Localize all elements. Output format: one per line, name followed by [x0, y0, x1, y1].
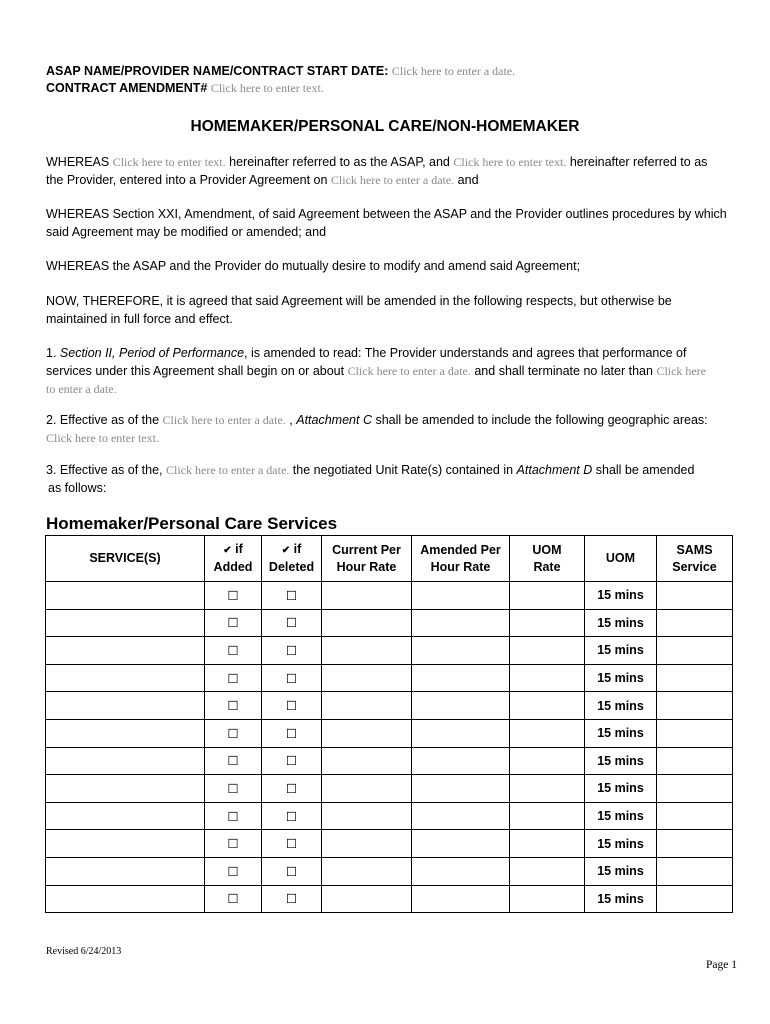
- text: services under this Agreement shall begin on or about: [46, 364, 345, 378]
- uom-cell: 15 mins: [585, 802, 657, 830]
- header-added: [205, 536, 262, 582]
- uom-cell: 15 mins: [585, 775, 657, 803]
- service-cell[interactable]: [46, 775, 205, 803]
- sams-service-cell[interactable]: [657, 719, 733, 747]
- deleted-checkbox[interactable]: ☐: [262, 609, 322, 637]
- service-cell[interactable]: [46, 609, 205, 637]
- table-row: [46, 857, 733, 885]
- uom-rate-cell[interactable]: [510, 830, 585, 858]
- sams-service-cell[interactable]: [657, 802, 733, 830]
- header-deleted: [262, 536, 322, 582]
- whereas-parties: [46, 153, 734, 189]
- table-row: [46, 747, 733, 775]
- uom-rate-cell[interactable]: [510, 664, 585, 692]
- uom-rate-cell[interactable]: [510, 637, 585, 665]
- services-table: [45, 535, 733, 913]
- current-rate-cell[interactable]: [322, 747, 412, 775]
- uom-rate-cell[interactable]: [510, 582, 585, 610]
- uom-rate-cell[interactable]: [510, 802, 585, 830]
- text: Attachment C: [296, 413, 372, 427]
- item-1: [46, 344, 734, 398]
- deleted-checkbox[interactable]: ☐: [262, 747, 322, 775]
- page-number: Page 1: [706, 959, 737, 971]
- now-therefore: NOW, THEREFORE, it is agreed that said Agreement will be amended in the following respects, but otherwise be maintained in full force and effect.: [46, 294, 672, 326]
- uom-cell: 15 mins: [585, 885, 657, 913]
- service-cell[interactable]: [46, 885, 205, 913]
- text: shall be amended: [595, 463, 695, 477]
- service-cell[interactable]: [46, 637, 205, 665]
- section-heading: Homemaker/Personal Care Services: [46, 514, 338, 533]
- table-row: [46, 830, 733, 858]
- uom-rate-cell[interactable]: [510, 885, 585, 913]
- text: if: [293, 542, 302, 556]
- amended-rate-cell[interactable]: [412, 857, 510, 885]
- sams-service-cell[interactable]: [657, 637, 733, 665]
- amended-rate-cell[interactable]: [412, 664, 510, 692]
- text: as follows:: [48, 481, 107, 495]
- item-3: [46, 461, 734, 497]
- amended-rate-cell[interactable]: [412, 775, 510, 803]
- text: Hour Rate: [430, 559, 491, 574]
- service-cell[interactable]: [46, 664, 205, 692]
- uom-cell: 15 mins: [585, 692, 657, 720]
- amended-rate-cell[interactable]: [412, 692, 510, 720]
- amended-rate-cell[interactable]: [412, 830, 510, 858]
- service-cell[interactable]: [46, 747, 205, 775]
- asap-line: [46, 62, 515, 80]
- text: 2. Effective as of the: [46, 413, 160, 427]
- geographic-areas-field[interactable]: Click here to enter text.: [46, 431, 159, 445]
- current-rate-cell[interactable]: [322, 637, 412, 665]
- uom-rate-cell[interactable]: [510, 747, 585, 775]
- header-current-rate: [322, 536, 412, 582]
- sams-service-cell[interactable]: [657, 609, 733, 637]
- text: shall be amended to include the following geographic areas:: [375, 413, 708, 427]
- added-checkbox[interactable]: ☐: [205, 692, 262, 720]
- deleted-checkbox[interactable]: ☐: [262, 637, 322, 665]
- added-checkbox[interactable]: ☐: [205, 664, 262, 692]
- text: WHEREAS: [46, 155, 110, 169]
- service-cell[interactable]: [46, 830, 205, 858]
- current-rate-cell[interactable]: [322, 719, 412, 747]
- text: Current Per: [332, 542, 401, 557]
- deleted-checkbox[interactable]: ☐: [262, 775, 322, 803]
- header-amended-rate: [412, 536, 510, 582]
- whereas-mutual: WHEREAS the ASAP and the Provider do mutually desire to modify and amend said Agreement;: [46, 259, 581, 273]
- header-service: SERVICE(S): [46, 536, 205, 582]
- text: Amended Per: [420, 542, 501, 557]
- text: hereinafter referred to as the ASAP, and: [229, 155, 450, 169]
- sams-service-cell[interactable]: [657, 582, 733, 610]
- deleted-checkbox[interactable]: ☐: [262, 692, 322, 720]
- page-title: HOMEMAKER/PERSONAL CARE/NON-HOMEMAKER: [190, 118, 580, 135]
- text: Deleted: [268, 560, 315, 574]
- added-checkbox[interactable]: ☐: [205, 719, 262, 747]
- sams-service-cell[interactable]: [657, 775, 733, 803]
- service-cell[interactable]: [46, 692, 205, 720]
- text: UOM: [532, 542, 562, 557]
- deleted-checkbox[interactable]: ☐: [262, 582, 322, 610]
- header-uom: UOM: [585, 536, 657, 582]
- amendment-label: CONTRACT AMENDMENT#: [46, 81, 208, 95]
- header-sams: [657, 536, 733, 582]
- text: ,: [289, 413, 293, 427]
- service-cell[interactable]: [46, 582, 205, 610]
- uom-cell: 15 mins: [585, 857, 657, 885]
- amended-rate-cell[interactable]: [412, 747, 510, 775]
- added-checkbox[interactable]: ☐: [205, 582, 262, 610]
- added-checkbox[interactable]: ☐: [205, 775, 262, 803]
- checkmark-icon: ✔: [223, 545, 232, 556]
- sams-service-cell[interactable]: [657, 830, 733, 858]
- whereas-section-xxi: WHEREAS Section XXI, Amendment, of said Agreement between the ASAP and the Provider outlines procedures by which said Agreement may be modified or amended; and: [46, 207, 727, 239]
- sams-service-cell[interactable]: [657, 664, 733, 692]
- table-row: [46, 582, 733, 610]
- added-checkbox[interactable]: ☐: [205, 857, 262, 885]
- text: Hour Rate: [336, 559, 397, 574]
- start-date-field[interactable]: Click here to enter a date.: [347, 364, 471, 378]
- amended-rate-cell[interactable]: [412, 719, 510, 747]
- added-checkbox[interactable]: ☐: [205, 747, 262, 775]
- text: hereinafter referred to as: [569, 155, 708, 169]
- sams-service-cell[interactable]: [657, 692, 733, 720]
- service-cell[interactable]: [46, 719, 205, 747]
- uom-rate-cell[interactable]: [510, 692, 585, 720]
- current-rate-cell[interactable]: [322, 582, 412, 610]
- sams-service-cell[interactable]: [657, 747, 733, 775]
- uom-cell: 15 mins: [585, 609, 657, 637]
- uom-rate-cell[interactable]: [510, 857, 585, 885]
- revised-date: Revised 6/24/2013: [46, 946, 122, 957]
- current-rate-cell[interactable]: [322, 692, 412, 720]
- asap-label: ASAP NAME/PROVIDER NAME/CONTRACT START DATE:: [46, 64, 389, 78]
- sams-service-cell[interactable]: [657, 857, 733, 885]
- text: if: [235, 542, 243, 556]
- deleted-checkbox[interactable]: ☐: [262, 664, 322, 692]
- amended-rate-cell[interactable]: [412, 582, 510, 610]
- table-row: [46, 885, 733, 913]
- uom-cell: 15 mins: [585, 830, 657, 858]
- end-date-field-b[interactable]: to enter a date.: [46, 382, 117, 396]
- uom-cell: 15 mins: [585, 637, 657, 665]
- uom-rate-cell[interactable]: [510, 609, 585, 637]
- text: Section II, Period of Performance: [59, 346, 245, 360]
- effective-date-field-2[interactable]: Click here to enter a date.: [162, 413, 286, 427]
- current-rate-cell[interactable]: [322, 885, 412, 913]
- deleted-checkbox[interactable]: ☐: [262, 857, 322, 885]
- text: 1.: [46, 346, 57, 360]
- added-checkbox[interactable]: ☐: [205, 885, 262, 913]
- text: 3. Effective as of the,: [46, 463, 163, 477]
- deleted-checkbox[interactable]: ☐: [262, 802, 322, 830]
- uom-cell: 15 mins: [585, 747, 657, 775]
- deleted-checkbox[interactable]: ☐: [262, 719, 322, 747]
- added-checkbox[interactable]: ☐: [205, 637, 262, 665]
- text: the Provider, entered into a Provider Agreement on: [46, 173, 328, 187]
- deleted-checkbox[interactable]: ☐: [262, 830, 322, 858]
- table-row: [46, 609, 733, 637]
- table-row: [46, 802, 733, 830]
- current-rate-cell[interactable]: [322, 857, 412, 885]
- text: and: [457, 173, 479, 187]
- added-checkbox[interactable]: ☐: [205, 802, 262, 830]
- header-uom-rate: [510, 536, 585, 582]
- effective-date-field-3[interactable]: Click here to enter a date.: [166, 463, 290, 477]
- amended-rate-cell[interactable]: [412, 885, 510, 913]
- table-row: [46, 637, 733, 665]
- table-row: [46, 692, 733, 720]
- asap-date-field[interactable]: Click here to enter a date.: [391, 64, 516, 78]
- amended-rate-cell[interactable]: [412, 637, 510, 665]
- current-rate-cell[interactable]: [322, 830, 412, 858]
- provider-name-field[interactable]: Click here to enter text.: [453, 155, 567, 169]
- end-date-field-a[interactable]: Click here: [656, 364, 707, 378]
- table-row: [46, 775, 733, 803]
- current-rate-cell[interactable]: [322, 664, 412, 692]
- amendment-text-field[interactable]: Click here to enter text.: [210, 81, 324, 95]
- asap-name-field[interactable]: Click here to enter text.: [112, 155, 226, 169]
- checkmark-icon: ✔: [281, 545, 291, 556]
- item-2: [46, 411, 734, 447]
- text: Attachment D: [516, 463, 593, 477]
- sams-service-cell[interactable]: [657, 885, 733, 913]
- amendment-line: [46, 79, 324, 97]
- deleted-checkbox[interactable]: ☐: [262, 885, 322, 913]
- uom-cell: 15 mins: [585, 664, 657, 692]
- amended-rate-cell[interactable]: [412, 802, 510, 830]
- table-row: [46, 664, 733, 692]
- uom-rate-cell[interactable]: [510, 775, 585, 803]
- uom-rate-cell[interactable]: [510, 719, 585, 747]
- added-checkbox[interactable]: ☐: [205, 830, 262, 858]
- text: SAMS: [676, 542, 713, 557]
- text: the negotiated Unit Rate(s) contained in: [292, 463, 514, 477]
- amended-rate-cell[interactable]: [412, 609, 510, 637]
- text: and shall terminate no later than: [474, 364, 653, 378]
- service-cell[interactable]: [46, 802, 205, 830]
- current-rate-cell[interactable]: [322, 775, 412, 803]
- service-cell[interactable]: [46, 857, 205, 885]
- added-checkbox[interactable]: ☐: [205, 609, 262, 637]
- current-rate-cell[interactable]: [322, 802, 412, 830]
- table-row: [46, 719, 733, 747]
- table-body: [46, 582, 733, 913]
- text: Added: [213, 560, 253, 574]
- text: Rate: [533, 559, 561, 574]
- agreement-date-field[interactable]: Click here to enter a date.: [330, 173, 455, 187]
- current-rate-cell[interactable]: [322, 609, 412, 637]
- uom-cell: 15 mins: [585, 719, 657, 747]
- text: Service: [672, 559, 717, 574]
- text: , is amended to read: The Provider understands and agrees that performance of: [244, 346, 687, 360]
- uom-cell: 15 mins: [585, 582, 657, 610]
- table-header-row: [46, 536, 733, 582]
